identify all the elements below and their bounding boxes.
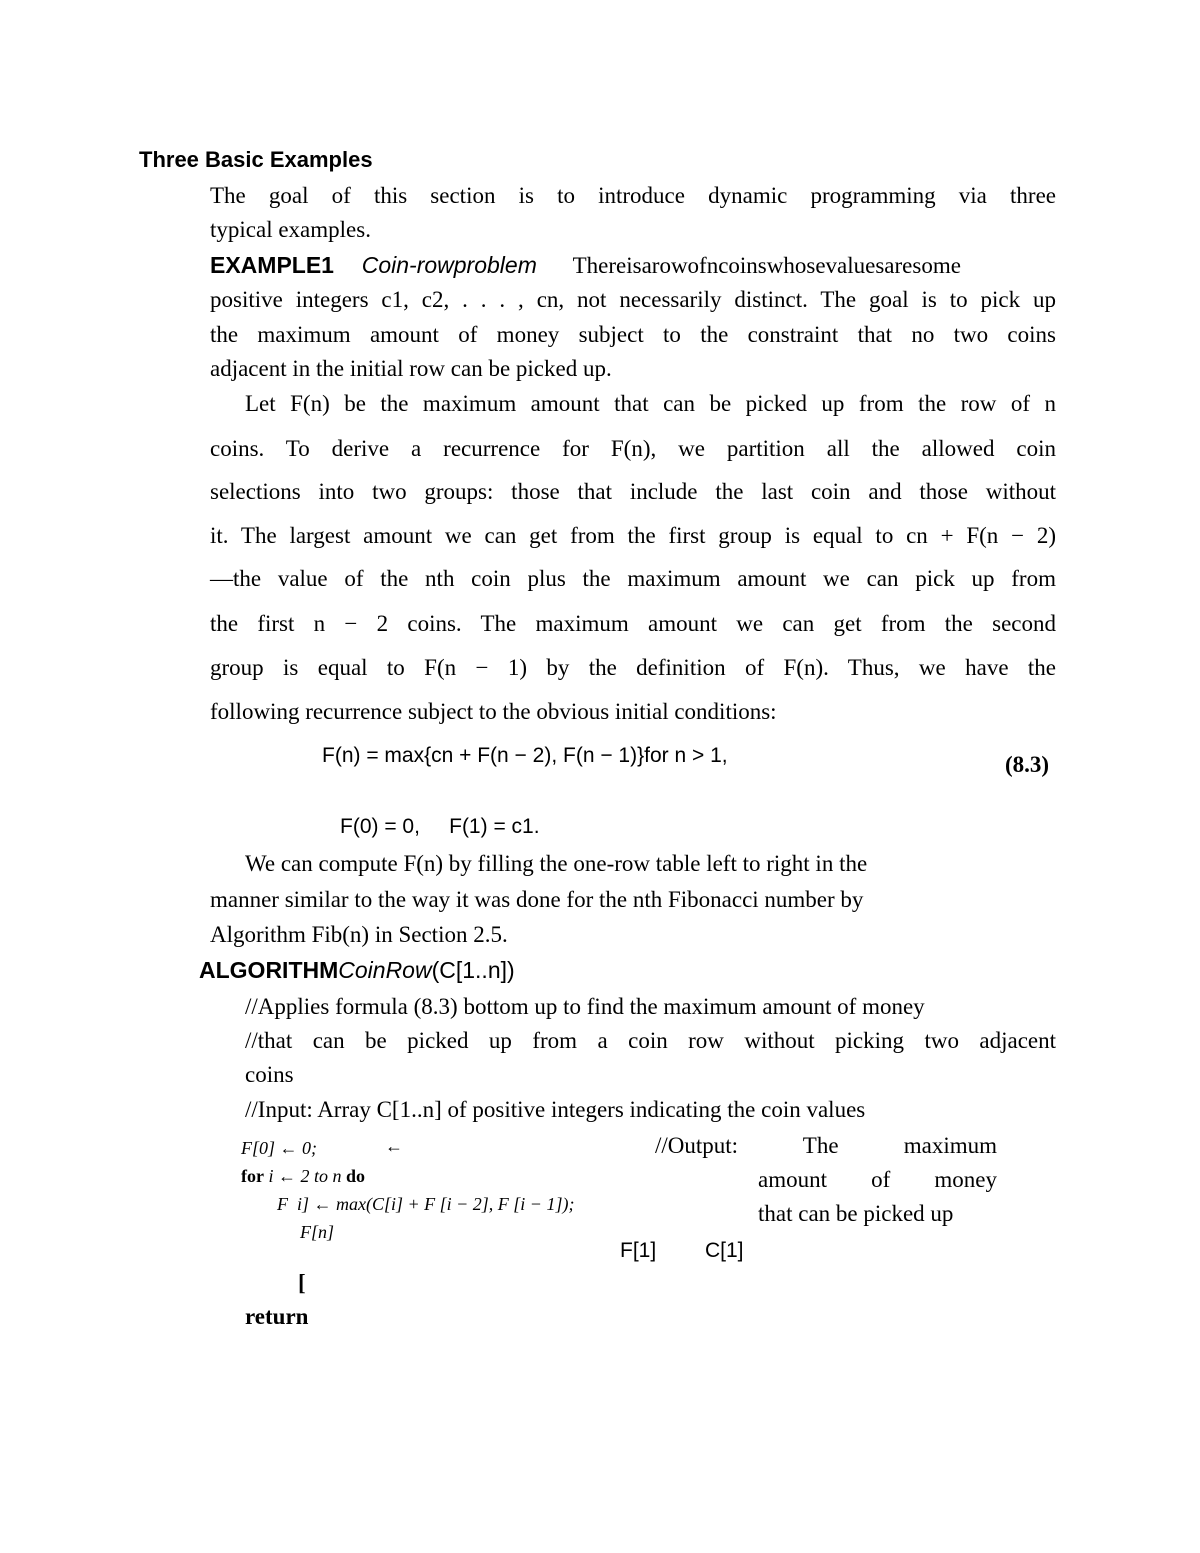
para2-line-8: following recurrence subject to the obvious initial conditions: [210,699,777,724]
para2-line-4: it. The largest amount we can get from the first group is equal to cn + F(n − 2) [210,523,1056,548]
algorithm-comment-1: //Applies formula (8.3) bottom up to find the maximum amount of money [245,994,925,1019]
example-line-2: positive integers c1, c2, . . . , cn, not necessarily distinct. The goal is to pick up [210,287,1056,312]
section-title: Three Basic Examples [139,147,373,172]
algorithm-output-2: amount of money [758,1167,997,1192]
code-line-init: F[0] ← 0; [241,1138,317,1158]
algorithm-args: (C[1..n]) [431,957,515,983]
para2-line-6: the first n − 2 coins. The maximum amount we can get from the second [210,611,1056,636]
example-label: EXAMPLE1 [210,252,334,278]
para3-line-2: manner similar to the way it was done for the nth Fibonacci number by [210,887,864,912]
algorithm-input-comment: //Input: Array C[1..n] of positive integers indicating the coin values [245,1097,866,1122]
example-line-4: adjacent in the initial row can be picked up. [210,356,612,381]
example-name: Coin-rowproblem [361,252,537,278]
code-f1: F[1] [620,1239,657,1262]
para3-line-3: Algorithm Fib(n) in Section 2.5. [210,922,508,947]
para2-line-5: —the value of the nth coin plus the maximum amount we can pick up from [210,566,1056,591]
para2-line-3: selections into two groups: those that include the last coin and those without [210,479,1056,504]
algorithm-output-3: that can be picked up [758,1201,954,1226]
code-line-body: F i] ← max(C[i] + F [i − 2], F [i − 1]); [277,1194,575,1214]
algorithm-output-1: //Output: The maximum [655,1133,997,1158]
formula-line-1: F(n) = max{cn + F(n − 2), F(n − 1)}for n > 1, [322,744,728,767]
intro-line-2: typical examples. [210,217,371,242]
formula-line-2: F(0) = 0, F(1) = c1. [340,815,540,838]
code-line-for [241,1166,365,1187]
algorithm-comment-2: //that can be picked up from a coin row without picking two adjacent [245,1028,1056,1053]
para2-line-7: group is equal to F(n − 1) by the definition of F(n). Thus, we have the [210,655,1056,680]
algorithm-keyword: ALGORITHM [199,957,339,983]
intro-line-1: The goal of this section is to introduce dynamic programming via three [210,183,1056,208]
example-header [210,250,961,281]
algorithm-header [199,955,515,986]
para2-line-1: Let F(n) be the maximum amount that can be picked up from the row of n [245,391,1056,416]
example-line-3: the maximum amount of money subject to the constraint that no two coins [210,322,1056,347]
para2-line-2: coins. To derive a recurrence for F(n), we partition all the allowed coin [210,436,1056,461]
code-do-keyword: do [346,1166,366,1186]
code-arrow: ← [385,1136,403,1156]
para3-line-1: We can compute F(n) by filling the one-row table left to right in the [245,851,868,876]
algorithm-name: CoinRow [338,957,432,983]
code-line-result: F[n] [300,1222,335,1242]
algorithm-comment-3: coins [245,1062,294,1087]
code-c1: C[1] [705,1239,744,1262]
code-bracket: [ [298,1270,306,1295]
example-text: Thereisarowofncoinswhosevaluesaresome [572,253,961,278]
equation-number: (8.3) [1005,752,1050,777]
code-return: return [245,1304,309,1329]
code-for-range: i ← 2 to n [268,1166,342,1186]
code-for-keyword: for [241,1166,264,1186]
